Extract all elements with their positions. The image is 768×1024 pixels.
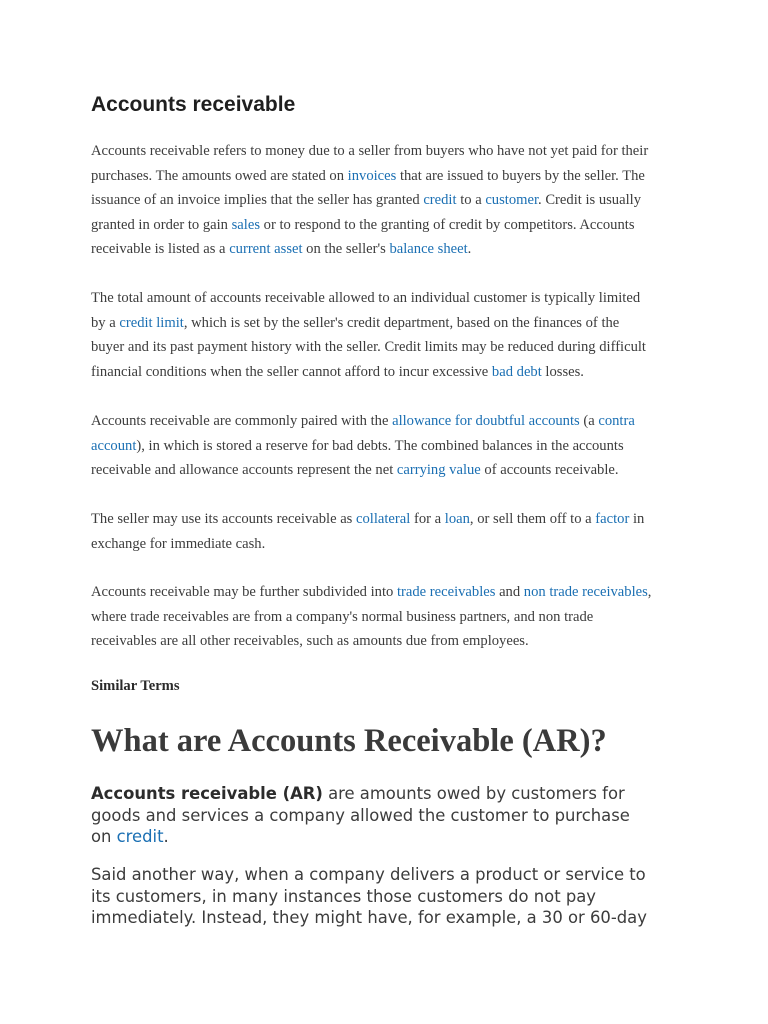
text: . [467, 241, 472, 258]
bold-term: Accounts receivable (AR) [91, 784, 323, 803]
text: Accounts receivable may be further subdivided into [91, 584, 397, 600]
section-heading: What are Accounts Receivable (AR)? [91, 723, 607, 759]
link-contra-account[interactable]: contra [598, 413, 635, 429]
paragraph-credit-limit [91, 286, 691, 384]
link-bad-debt[interactable]: bad debt [491, 363, 542, 380]
text: (a [579, 413, 599, 429]
text: financial conditions when the seller cannot afford to incur excessive [91, 363, 492, 380]
paragraph-allowance [91, 409, 691, 483]
link-factor[interactable]: factor [595, 511, 630, 527]
link-non-trade-receivables[interactable]: non trade receivables [523, 584, 648, 600]
text: receivables are all other receivables, such as amounts due from employees. [91, 633, 529, 650]
link-allowance-doubtful-accounts[interactable]: allowance for doubtful accounts [392, 413, 580, 429]
paragraph-collateral [91, 507, 691, 556]
link-loan[interactable]: loan [444, 511, 470, 527]
text: goods and services a company allowed the customer to purchase [91, 805, 630, 825]
text: where trade receivables are from a company's normal business partners, and non trade [91, 608, 594, 625]
text: that are issued to buyers by the seller. The [396, 167, 645, 184]
link-contra-account[interactable]: account [91, 437, 137, 454]
text: to a [456, 192, 486, 209]
text: The seller may use its accounts receivable as [91, 511, 357, 527]
text: , or sell them off to a [469, 511, 596, 527]
text: issuance of an invoice implies that the seller has granted [91, 192, 424, 209]
link-current-asset[interactable]: current asset [229, 241, 303, 258]
text: , which is set by the seller's credit department, based on the finances of the [183, 314, 620, 331]
link-trade-receivables[interactable]: trade receivables [396, 584, 496, 600]
text: Accounts receivable refers to money due to a seller from buyers who have not yet paid for their [91, 143, 649, 159]
text: The total amount of accounts receivable allowed to an individual customer is typically limited [91, 290, 641, 306]
similar-terms-heading: Similar Terms [91, 678, 180, 694]
text: on the seller's [302, 241, 390, 258]
text: receivable is listed as a [91, 241, 230, 258]
paragraph-explanation [91, 864, 691, 929]
link-balance-sheet[interactable]: balance sheet [389, 241, 468, 258]
text: exchange for immediate cash. [91, 535, 266, 552]
article-title: Accounts receivable [91, 93, 296, 116]
text: or to respond to the granting of credit by competitors. Accounts [260, 216, 635, 233]
text: its customers, in many instances those customers do not pay [91, 886, 596, 906]
text: for a [410, 511, 445, 527]
text: by a [91, 314, 120, 331]
text: of accounts receivable. [480, 462, 619, 479]
text: buyer and its past payment history with the seller. Credit limits may be reduced during difficult [91, 339, 646, 356]
text: , [647, 584, 652, 600]
text: and [495, 584, 524, 600]
text: purchases. The amounts owed are stated on [91, 167, 348, 184]
text: . [163, 827, 169, 846]
text: on [91, 827, 117, 846]
link-invoices[interactable]: invoices [347, 167, 397, 184]
link-collateral[interactable]: collateral [356, 511, 411, 527]
text: Accounts receivable are commonly paired with the [91, 413, 393, 429]
paragraph-definition [91, 139, 691, 262]
link-credit[interactable]: credit [423, 192, 457, 209]
text: are amounts owed by customers for [322, 784, 625, 803]
link-credit-limit[interactable]: credit limit [119, 314, 184, 331]
link-carrying-value[interactable]: carrying value [396, 462, 481, 479]
text: receivable and allowance accounts represent the net [91, 462, 397, 479]
text: . Credit is usually [538, 192, 641, 209]
text: in [629, 511, 645, 527]
text: immediately. Instead, they might have, for example, a 30 or 60-day [91, 908, 647, 927]
text: losses. [541, 363, 584, 380]
text: granted in order to gain [91, 216, 232, 233]
text: ), in which is stored a reserve for bad debts. The combined balances in the accounts [136, 437, 624, 454]
link-credit[interactable]: credit [116, 827, 164, 846]
paragraph-subdivisions [91, 580, 691, 654]
paragraph-ar-definition [91, 783, 691, 848]
text: Said another way, when a company delivers a product or service to [91, 865, 646, 884]
link-sales[interactable]: sales [231, 216, 260, 233]
link-customer[interactable]: customer [485, 192, 539, 209]
